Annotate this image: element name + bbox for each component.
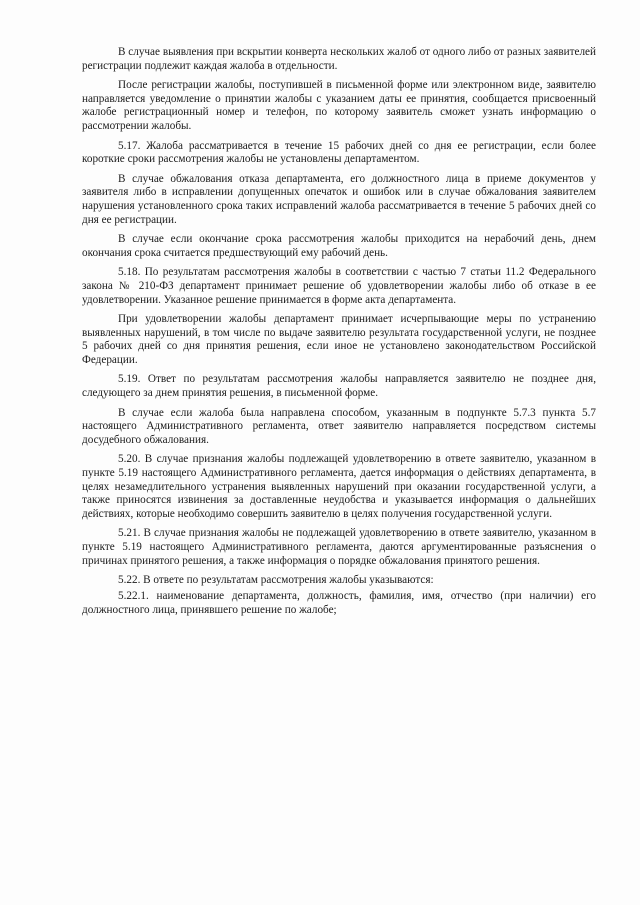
- paragraph-5-22-1: 5.22.1. наименование департамента, должность, фамилия, имя, отчество (при наличии) его должностного лица, принявшего решение по жалобе;: [82, 590, 596, 616]
- paragraph-non-working-day: В случае если окончание срока рассмотрения жалобы приходится на нерабочий день, днем окончания срока считается предшествующий ему рабочий день.: [82, 233, 596, 259]
- paragraph-refusal-appeal: В случае обжалования отказа департамента, его должностного лица в приеме документов у заявителя либо в исправлении допущенных опечаток и ошибок или в случае обжалования заявителем нарушения установленного срока таких исправлений жалоба рассматривается в течение 5 рабочих дней со дня ее регистрации.: [82, 172, 596, 226]
- paragraph-5-22: 5.22. В ответе по результатам рассмотрения жалобы указываются:: [118, 574, 434, 587]
- paragraph-5-19: 5.19. Ответ по результатам рассмотрения жалобы направляется заявителю не позднее дня, следующего за днем принятия решения, в письменной форме.: [82, 373, 596, 400]
- paragraph-envelope-complaints: В случае выявления при вскрытии конверта нескольких жалоб от одного либо от разных заявителей регистрации подлежит каждая жалоба в отдельности.: [82, 46, 596, 72]
- paragraph-5-21: 5.21. В случае признания жалобы не подлежащей удовлетворению в ответе заявителю, указанном в пункте 5.19 настоящего Административного регламента, даются аргументированные разъяснения о причинах принятого решения, а также информация о порядке обжалования принятого решения.: [82, 527, 596, 567]
- paragraph-pretrial-system: В случае если жалоба была направлена способом, указанным в подпункте 5.7.3 пункта 5.7 настоящего Административного регламента, ответ заявителю направляется посредством системы досудебного обжалования.: [82, 406, 596, 446]
- paragraph-registration-notice: После регистрации жалобы, поступившей в письменной форме или электронном виде, заявителю направляется уведомление о принятии жалобы с указанием даты ее принятия, сообщается присвоенный жалобе регистрационный номер и телефон, по которому заявитель сможет узнать информацию о рассмотрении жалобы.: [82, 79, 596, 132]
- paragraph-satisfaction-measures: При удовлетворении жалобы департамент принимает исчерпывающие меры по устранению выявленных нарушений, в том числе по выдаче заявителю результата государственной услуги, не позднее 5 рабочих дней со дня принятия решения, если иное не установлено законодательством Российской Федерации.: [82, 313, 596, 366]
- paragraph-5-20: 5.20. В случае признания жалобы подлежащей удовлетворению в ответе заявителю, указанном в пункте 5.19 настоящего Административного регламента, дается информация о действиях департамента, в целях незамедлительного устранения выявленных нарушений при оказании государственной услуги, а также приносятся извинения за доставленные неудобства и указывается информация о дальнейших действиях, которые необходимо совершить заявителю в целях получения государственной услуги.: [82, 453, 596, 520]
- paragraph-5-17: 5.17. Жалоба рассматривается в течение 15 рабочих дней со дня ее регистрации, если более короткие сроки рассмотрения жалобы не установлены департаментом.: [82, 139, 596, 166]
- document-body: [82, 46, 596, 620]
- paragraph-5-18: 5.18. По результатам рассмотрения жалобы в соответствии с частью 7 статьи 11.2 Федерального закона № 210-ФЗ департамент принимает решение об удовлетворении жалобы либо об отказе в ее удовлетворении. Указанное решение принимается в форме акта департамента.: [82, 266, 596, 306]
